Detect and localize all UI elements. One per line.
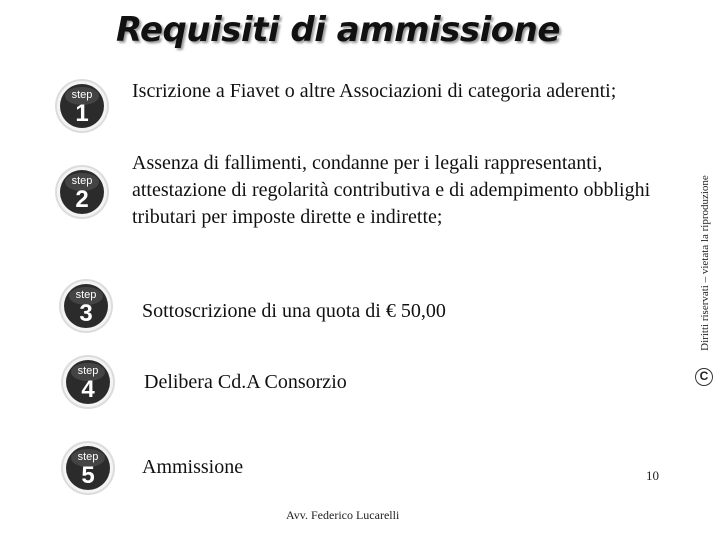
- svg-text:1: 1: [75, 100, 89, 127]
- page-number: 10: [646, 468, 659, 483]
- footer-author: Avv. Federico Lucarelli: [286, 508, 400, 522]
- copyright-text: Diritti riservati – vietata la riproduzione: [699, 175, 711, 351]
- svg-text:step: step: [71, 89, 93, 101]
- step-3-icon: [58, 278, 114, 334]
- step-5-text: Ammissione: [142, 456, 244, 478]
- step-2-text: Assenza di fallimenti, condanne per i legali rappresentanti, attestazione di regolarità contributiva e di adempimento obblighi tributari per imposte dirette e indirette;: [132, 152, 651, 228]
- step-4-text: Delibera Cd.A Consorzio: [144, 371, 347, 393]
- step-4-icon: [60, 354, 116, 410]
- svg-text:2: 2: [75, 186, 89, 213]
- step-1-icon: [54, 78, 110, 134]
- svg-text:step: step: [77, 365, 99, 377]
- step-3-text: Sottoscrizione di una quota di € 50,00: [142, 300, 446, 322]
- svg-text:step: step: [75, 289, 97, 301]
- svg-text:step: step: [77, 451, 99, 463]
- svg-text:3: 3: [79, 300, 93, 327]
- svg-text:step: step: [71, 175, 93, 187]
- copyright-icon: C: [695, 368, 713, 386]
- svg-text:4: 4: [81, 376, 95, 403]
- step-1-text: Iscrizione a Fiavet o altre Associazioni di categoria aderenti;: [132, 80, 617, 102]
- step-5-icon: [60, 440, 116, 496]
- step-2-icon: [54, 164, 110, 220]
- svg-text:5: 5: [81, 462, 95, 489]
- copyright-notice: [694, 140, 716, 386]
- page-title: Requisiti di ammissione: [116, 10, 560, 50]
